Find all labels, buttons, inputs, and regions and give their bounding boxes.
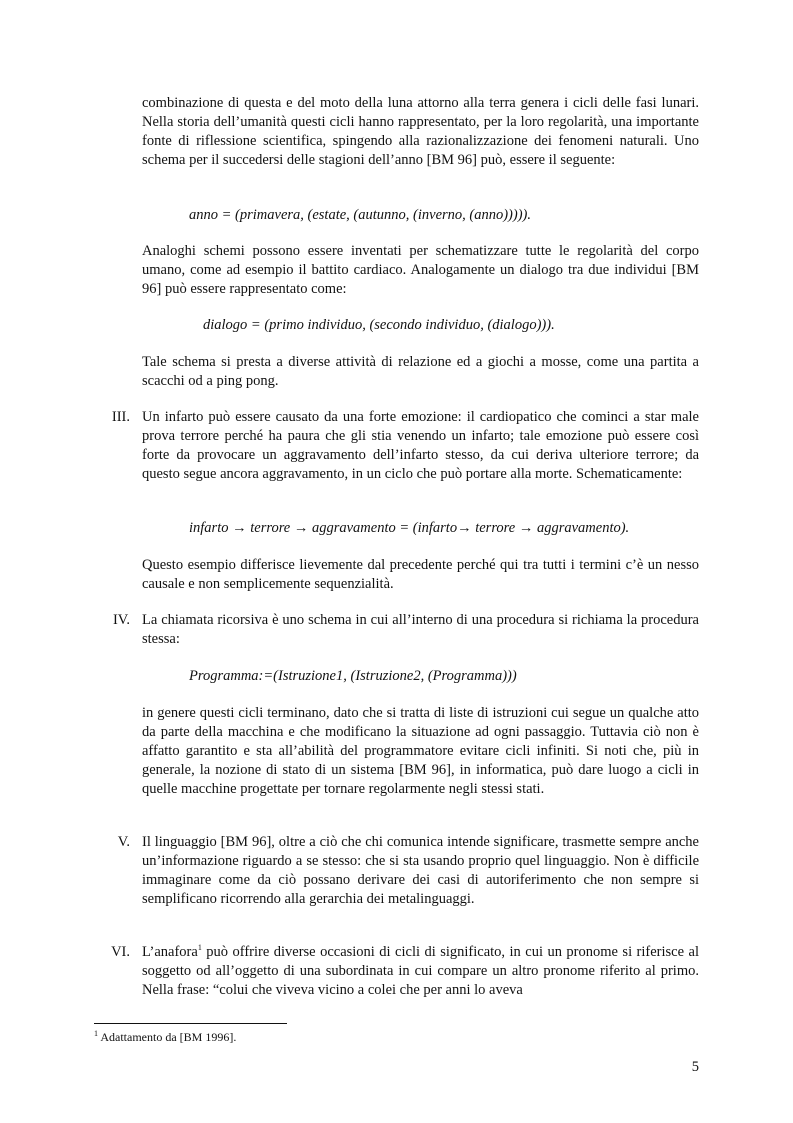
list-marker-vi: VI. — [111, 944, 130, 960]
formula-infarto: infarto → terrore → aggravamento = (infarto→ terrore → aggravamento). — [189, 520, 630, 536]
footnote-separator — [94, 1023, 287, 1024]
formula-anno: anno = (primavera, (estate, (autunno, (inverno, (anno))))). — [189, 207, 531, 223]
paragraph-dialogo-intro: Analoghi schemi possono essere inventati per schematizzare tutte le regolarità del corpo umano, come ad esempio il battito cardiaco. Analogamente un dialogo tra due individui [BM 96] può essere rappresentato come: — [142, 243, 699, 297]
list-marker-iii: III. — [111, 409, 130, 425]
item-vi-text-after: può offrire diverse occasioni di cicli di significato, in cui un pronome si riferisce al soggetto od all’oggetto di una subordinata in cui compare un altro pronome riferito al primo. Nella frase: “colui che viveva vicino a colei che per anni lo aveva — [142, 944, 699, 998]
item-iv-text: La chiamata ricorsiva è uno schema in cui all’interno di una procedura si richiama la procedura stessa: — [142, 612, 699, 647]
item-v-text: Il linguaggio [BM 96], oltre a ciò che chi comunica intende significare, trasmette sempre anche un’informazione riguardo a se stesso: che si sta usando proprio quel linguaggio. Non è difficile immaginare come da ciò possano derivare dei casi di autoriferimento che non sempre si semplificano ricorrendo alla gerarchia dei metalinguaggi. — [142, 834, 699, 907]
item-iv-after: in genere questi cicli terminano, dato che si tratta di liste di istruzioni cui segue un qualche atto da parte della macchina e che modificano la situazione ad ogni passaggio. Tuttavia ciò non è affatto garantito e sta all’abilità del programmatore evitare cicli infiniti. Si noti che, più in generale, la nozione di stato di un sistema [BM 96], in informatica, può dare luogo a cicli in quelle macchine progettate per tornare regolarmente negli stessi stati. — [142, 705, 699, 797]
list-marker-iv: IV. — [112, 612, 130, 628]
item-vi-text — [142, 943, 699, 1000]
page-number: 5 — [691, 1059, 699, 1075]
paragraph-seasons-intro: combinazione di questa e del moto della luna attorno alla terra genera i cicli delle fasi lunari. Nella storia dell’umanità questi cicli hanno rappresentato, per la loro regolarità, una importante fonte di riflessione scientifica, spingendo alla razionalizzazione dei fenomeni naturali. Uno schema per il succedersi delle stagioni dell’anno [BM 96] può, essere il seguente: — [142, 95, 699, 168]
list-marker-v: V. — [117, 834, 130, 850]
item-vi-text-before: L’anafora — [142, 944, 198, 960]
footnote — [94, 1030, 236, 1045]
item-iii-text: Un infarto può essere causato da una forte emozione: il cardiopatico che cominci a star male prova terrore perché ha paura che gli stia venendo un infarto; tale emozione può essere così forte da provocare un aggravamento dell’infarto stesso, da cui deriva ulteriore terrore; da questo segue ancora aggravamento, in un ciclo che può portare alla morte. Schematicamente: — [142, 409, 699, 482]
footnote-reference: 1 — [197, 943, 202, 953]
formula-programma: Programma:=(Istruzione1, (Istruzione2, (Programma))) — [189, 668, 517, 684]
formula-dialogo: dialogo = (primo individuo, (secondo individuo, (dialogo))). — [203, 317, 555, 333]
paragraph-schema-games: Tale schema si presta a diverse attività di relazione ed a giochi a mosse, come una partita a scacchi od a ping pong. — [142, 354, 699, 389]
footnote-text: Adattamento da [BM 1996]. — [100, 1030, 237, 1044]
item-iii-after: Questo esempio differisce lievemente dal precedente perché qui tra tutti i termini c’è un nesso causale e non semplicemente sequenzialità. — [142, 557, 699, 592]
footnote-number: 1 — [94, 1029, 98, 1038]
